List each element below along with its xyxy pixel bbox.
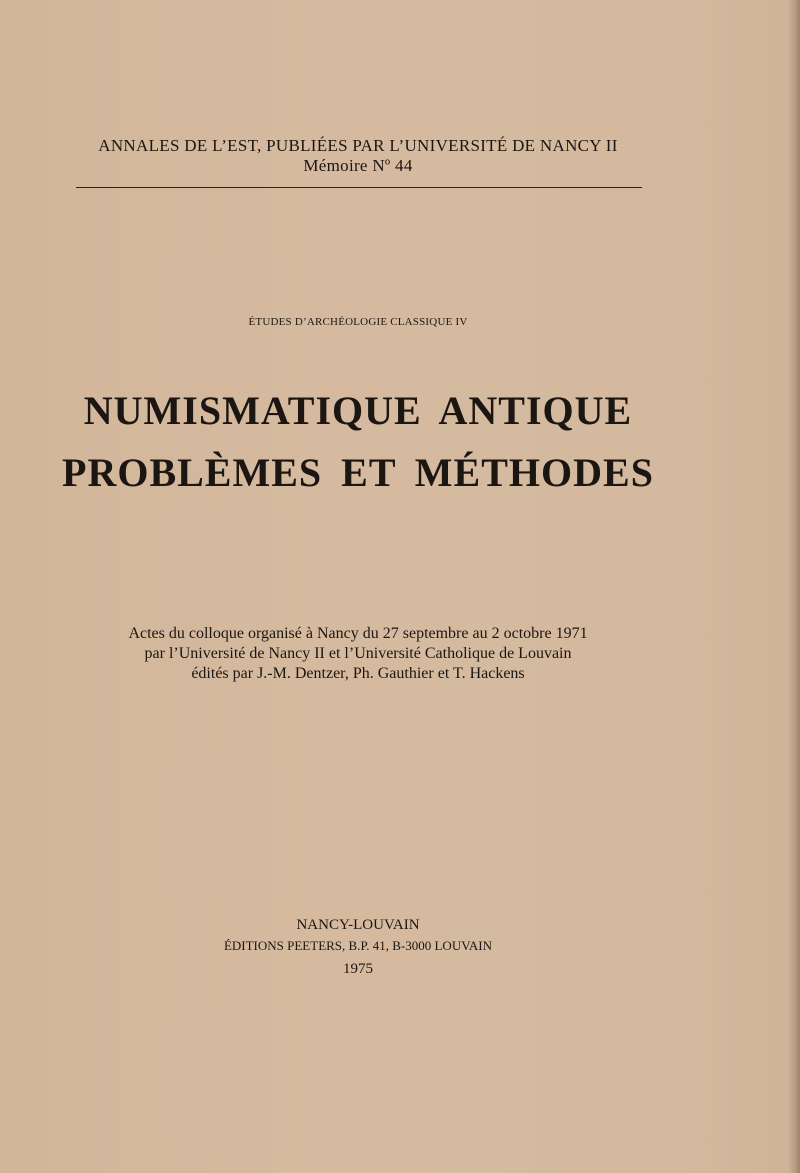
publication-details: [0, 624, 716, 684]
header-divider: [76, 187, 642, 188]
publication-year: 1975: [343, 961, 373, 977]
series-header: [0, 136, 716, 176]
details-line-1: Actes du colloque organisé à Nancy du 27 septembre au 2 octobre 1971: [128, 625, 588, 642]
subseries-title: ÉTUDES D’ARCHÉOLOGIE CLASSIQUE IV: [248, 316, 468, 328]
publisher-place: NANCY-LOUVAIN: [296, 917, 420, 933]
memoire-number: Mémoire Nº 44: [303, 156, 413, 175]
book-title: [0, 380, 716, 504]
cover-edge-shadow: [788, 0, 800, 1173]
details-line-3: édités par J.-M. Dentzer, Ph. Gauthier et T. Hackens: [191, 665, 525, 682]
book-title-line-1: NUMISMATIQUE ANTIQUE: [83, 388, 633, 433]
details-line-2: par l’Université de Nancy II et l’Université Catholique de Louvain: [144, 645, 572, 662]
publisher-block: [0, 915, 716, 981]
publisher-house: ÉDITIONS PEETERS, B.P. 41, B-3000 LOUVAIN: [223, 938, 493, 953]
book-title-line-2: PROBLÈMES ET MÉTHODES: [62, 450, 654, 495]
series-title: ANNALES DE L’EST, PUBLIÉES PAR L’UNIVERSITÉ DE NANCY II: [98, 136, 618, 155]
